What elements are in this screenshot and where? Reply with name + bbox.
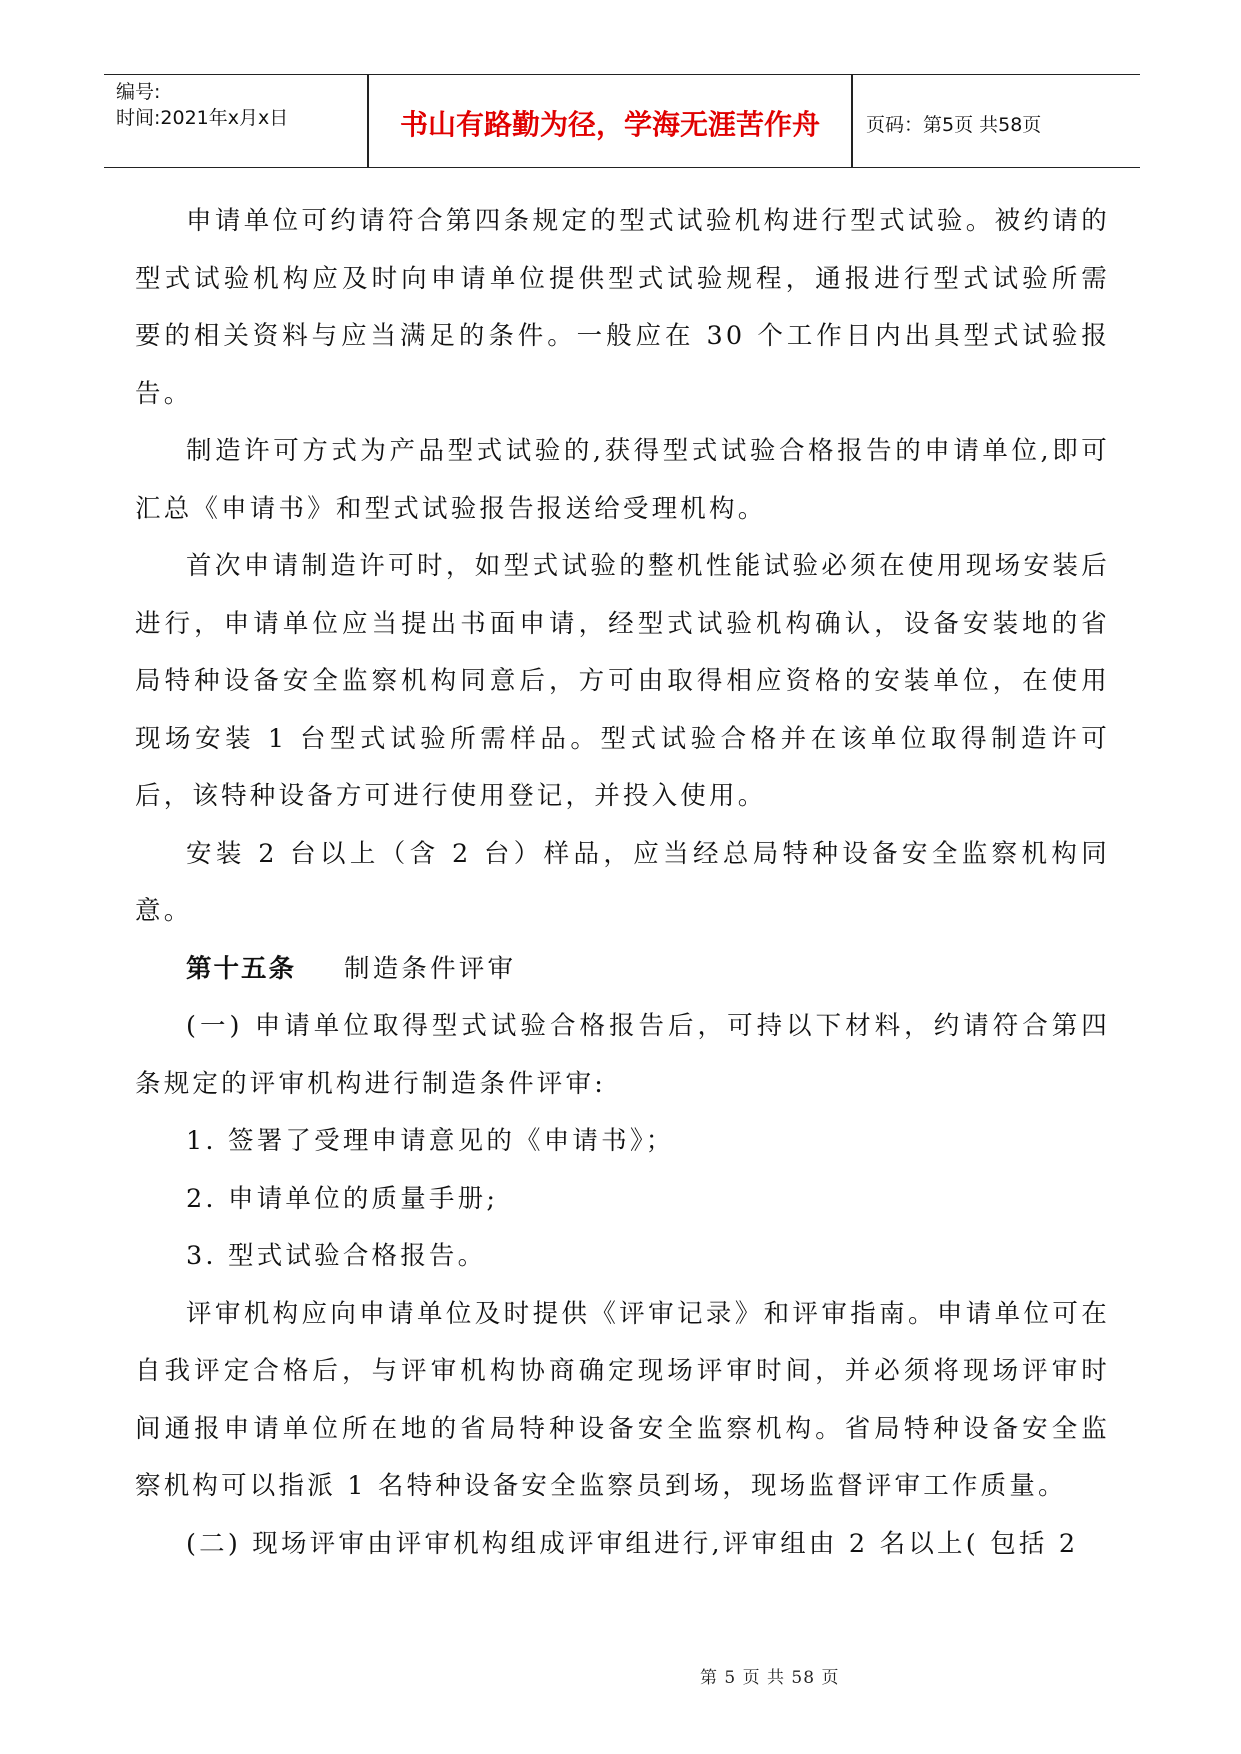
body-paragraph: 评审机构应向申请单位及时提供《评审记录》和评审指南。申请单位可在自我评定合格后，与评审机构协商确定现场评审时间，并必须将现场评审时间通报申请单位所在地的省局特种设备安全监察机构。省局特种设备安全监察机构可以指派 1 名特种设备安全监察员到场，现场监督评审工作质量。 — [135, 1298, 1110, 1501]
body-paragraph: 申请单位可约请符合第四条规定的型式试验机构进行型式试验。被约请的型式试验机构应及时向申请单位提供型式试验规程，通报进行型式试验所需要的相关资料与应当满足的条件。一般应在 30 个工作日内出具型式试验报告。 — [135, 206, 1110, 409]
body-paragraph: (二) 现场评审由评审机构组成评审组进行,评审组由 2 名以上( 包括 2 — [186, 1528, 1079, 1559]
article-title: 制造条件评审 — [344, 953, 517, 984]
header-meta — [116, 79, 366, 131]
article-number: 第十五条 — [186, 953, 297, 984]
header-page-info: 页码：第5页 共58页 — [866, 113, 1042, 136]
article-heading — [135, 941, 1110, 999]
list-item: 2. 申请单位的质量手册; — [186, 1183, 499, 1214]
list-item: 3. 型式试验合格报告。 — [186, 1241, 487, 1271]
header-divider — [851, 75, 853, 167]
body-paragraph: 制造许可方式为产品型式试验的,获得型式试验合格报告的申请单位,即可汇总《申请书》和型式试验报告报送给受理机构。 — [135, 436, 1110, 524]
page-header — [104, 74, 1140, 168]
header-divider — [367, 75, 369, 167]
page-footer: 第 5 页 共 58 页 — [700, 1668, 840, 1688]
document-time-label: 时间:2021年x月x日 — [116, 107, 289, 129]
list-item: 1. 签署了受理申请意见的《申请书》； — [186, 1126, 675, 1156]
body-paragraph: 安装 2 台以上（含 2 台）样品，应当经总局特种设备安全监察机构同意。 — [135, 838, 1110, 926]
header-motto: 书山有路勤为径，学海无涯苦作舟 — [399, 108, 820, 141]
body-paragraph: 首次申请制造许可时，如型式试验的整机性能试验必须在使用现场安装后进行，申请单位应当提出书面申请，经型式试验机构确认，设备安装地的省局特种设备安全监察机构同意后，方可由取得相应资格的安装单位，在使用现场安装 1 台型式试验所需样品。型式试验合格并在该单位取得制造许可后，该特种设备方可进行使用登记，并投入使用。 — [135, 551, 1110, 811]
document-body — [135, 193, 1110, 1573]
body-paragraph: (一) 申请单位取得型式试验合格报告后，可持以下材料，约请符合第四条规定的评审机构进行制造条件评审: — [135, 1011, 1110, 1099]
document-number-label: 编号: — [116, 81, 161, 103]
